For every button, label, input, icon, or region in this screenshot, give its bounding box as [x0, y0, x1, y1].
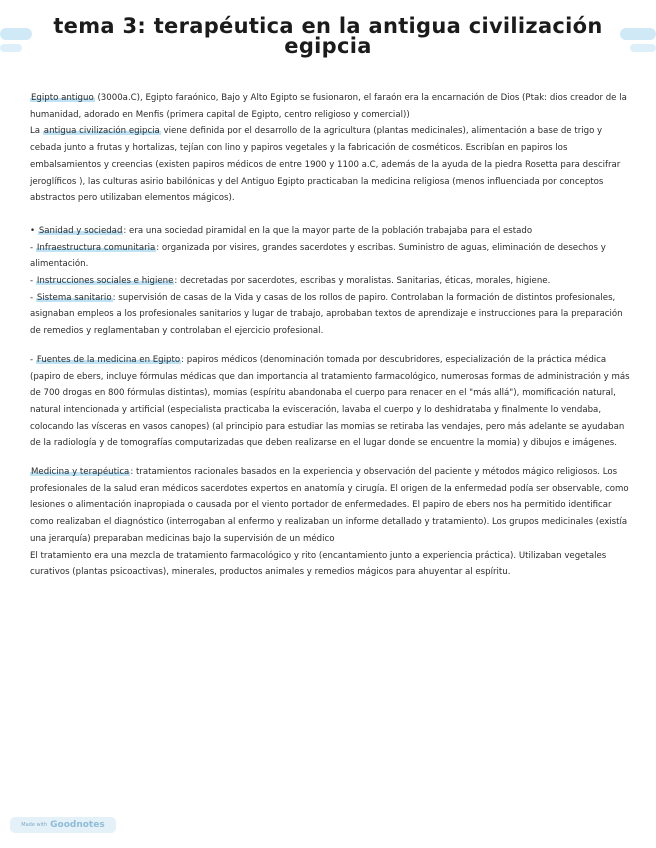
paragraph-civilizacion — [30, 123, 632, 207]
paragraph-fuentes — [30, 352, 632, 452]
dash-prefix: - — [30, 242, 36, 253]
paragraph-text: : era una sociedad piramidal en la que la mayor parte de la población trabajaba para el estado — [123, 225, 533, 236]
made-with-label: Made with — [21, 822, 48, 828]
paragraph-text: : decretadas por sacerdotes, escribas y moralistas. Sanitarias, éticas, morales, higiene. — [174, 276, 551, 287]
page-title-line2: egipcia — [284, 34, 372, 58]
paragraph-text: (3000a.C), Egipto faraónico, Bajo y Alto Egipto se fusionaron, el faraón era la encarnación de Dios (Ptak: dios creador de la humanidad, adorado en Menfis (primera capital de Egipto, centro religioso y comercial)) — [30, 93, 627, 120]
paragraph-text: : tratamientos racionales basados en la experiencia y observación del paciente y métodos mágico religiosos. Los profesionales de la salud eran médicos sacerdotes expertos en anatomía y cirugía. El origen de la enfermedad podía ser observable, como lesiones o alimentación inapropiada o causada por el viento portador de enfermedades. El papiro de ebers nos ha permitido identificar como realizaban el diagnóstico (interrogaban al enfermo y realizaban un informe detallado y tratamiento). Los grupos medicinales (existía una jerarquía) preparaban medicinas bajo la supervisión de un médico — [30, 467, 629, 544]
highlight-sanidad: Sanidad y sociedad — [38, 225, 123, 236]
spacer — [30, 207, 632, 223]
paragraph-text: : organizada por visires, grandes sacerdotes y escribas. Suministro de aguas, eliminación de desechos y alimentación. — [30, 242, 606, 270]
dash-prefix: - — [30, 354, 36, 365]
decorative-stroke-right-small — [630, 44, 656, 52]
highlight-fuentes: Fuentes de la medicina en Egipto — [36, 354, 181, 365]
highlight-civilizacion: antigua civilización egipcia — [43, 126, 160, 137]
paragraph-sanidad — [30, 223, 632, 240]
paragraph-medicina — [30, 464, 632, 548]
page-title-line1: tema 3: terapéutica en la antigua civilización — [53, 14, 603, 38]
goodnotes-watermark — [10, 817, 116, 833]
paragraph-infraestructura — [30, 240, 632, 273]
notes-body — [30, 90, 632, 581]
spacer — [30, 340, 632, 352]
dash-prefix: - — [30, 276, 36, 287]
decorative-stroke-left — [0, 28, 32, 40]
paragraph-text: : supervisión de casas de la Vida y casas de los rollos de papiro. Controlaban la formación de distintos profesionales, asignaban empleos a los profesionales sanitarios y lugar de trabajo, aprobaban textos de aprendizaje e instrucciones para la preparación de remedios y reglamentaban y controlaban el ejercicio profesional. — [30, 292, 623, 337]
highlight-egipto-antiguo: Egipto antiguo — [31, 93, 94, 103]
highlight-sistema-sanitario: Sistema sanitario — [36, 292, 112, 303]
dash-prefix: - — [30, 292, 36, 303]
bullet-icon: • — [30, 225, 38, 236]
goodnotes-logo: Goodnotes — [50, 820, 105, 830]
paragraph-text: viene definida por el desarrollo de la agricultura (plantas medicinales), alimentación a base de trigo y cebada junto a frutas y hortalizas, tejían con lino y papiros vegetales y la fabricación de cosméticos. Escribían en papiros los embalsamientos y creencias (existen papiros médicos de entre 1900 y 1100 a.C, además de la ayuda de la piedra Rosetta para descifrar jeroglíficos ), las culturas asirio babilónicas y del Antiguo Egipto practicaban la medicina religiosa (menos influenciada por conceptos abstractos pero utilizaban elementos mágicos). — [30, 126, 621, 204]
highlight-infraestructura: Infraestructura comunitaria — [36, 242, 156, 253]
decorative-stroke-right — [620, 28, 656, 40]
highlight-medicina: Medicina y terapéutica — [31, 467, 130, 478]
paragraph-tratamiento — [30, 548, 632, 581]
paragraph-text: : papiros médicos (denominación tomada por descubridores, especialización de la práctica médica (papiro de ebers, incluye fórmulas médicas que dan importancia al tratamiento farmacológico, numerosas formas de administración y más de 700 drogas en 800 fórmulas distintas), momias (espíritu abandonaba el cuerpo para renacer en el "más allá"), momificación natural, natural intencionada y artificial (especialista practicaba la evisceración, lavaba el cuerpo y lo deshidrataba y finalmente lo vendaba, colocando las vísceras en vasos canopes) (al principio para estudiar las momias se retiraba las vendajes, pero más adelante se ayudaban de la radiología y de tomografías computarizadas que deben realizarse en el lugar donde se encuentre la momia) y dibujos e imágenes. — [30, 354, 630, 449]
paragraph-egipto-antiguo — [30, 90, 632, 123]
paragraph-prefix: La — [30, 126, 43, 137]
paragraph-sistema-sanitario — [30, 290, 632, 340]
paragraph-text: El tratamiento era una mezcla de tratamiento farmacológico y rito (encantamiento junto a experiencia práctica). Utilizaban vegetales curativos (plantas psicoactivas), minerales, productos animales y remedios mágicos para ahuyentar al espíritu. — [30, 550, 607, 578]
page-title — [40, 16, 616, 56]
spacer — [30, 452, 632, 464]
highlight-instrucciones: Instrucciones sociales e higiene — [36, 276, 174, 287]
decorative-stroke-left-small — [0, 44, 22, 52]
paragraph-instrucciones — [30, 273, 632, 290]
